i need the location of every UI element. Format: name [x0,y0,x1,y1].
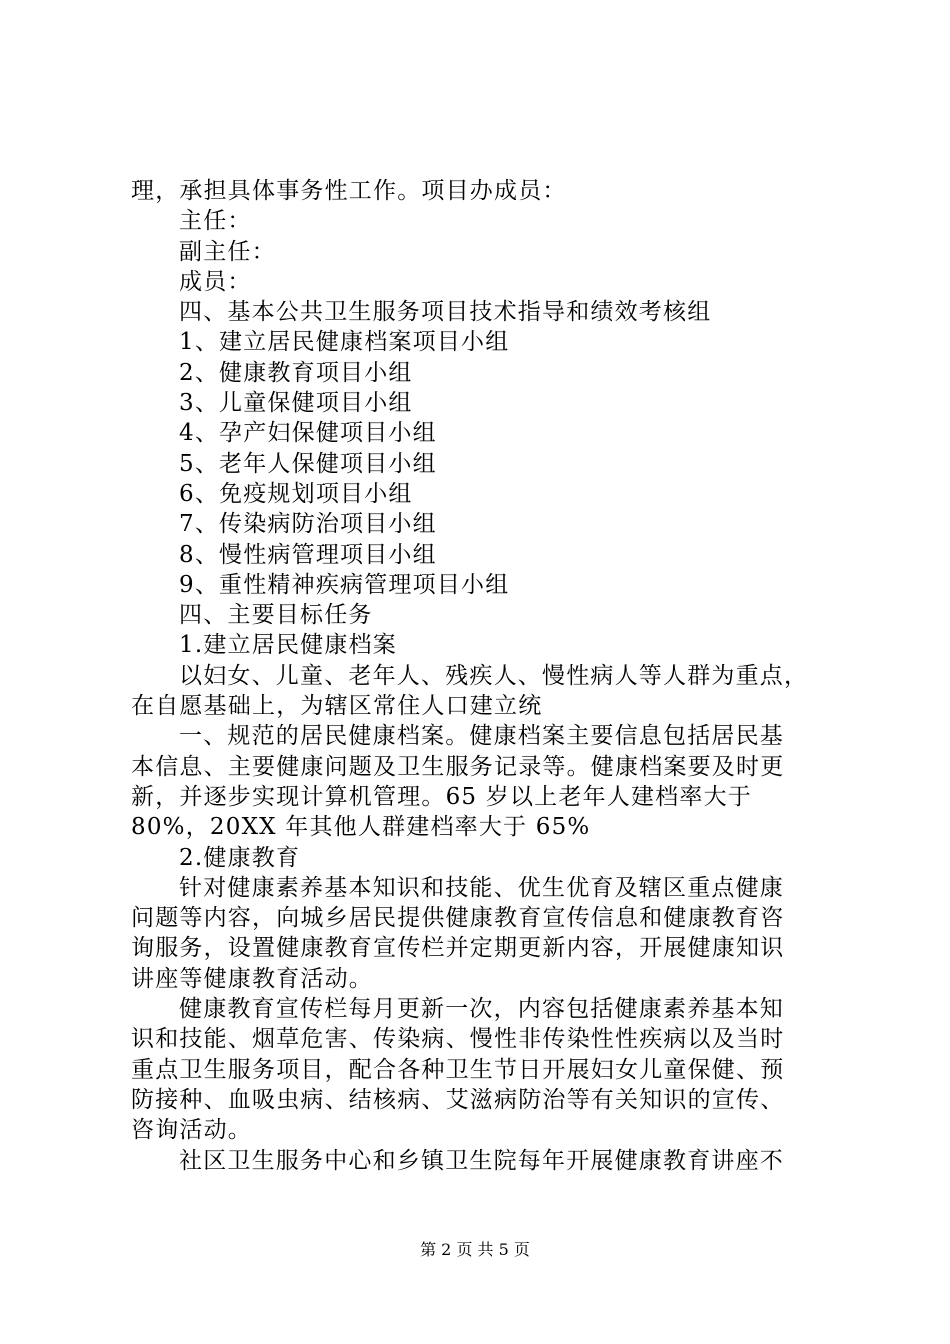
text-line: 成员： [179,268,252,295]
text-line: 1、建立居民健康档案项目小组 [179,329,510,356]
document-body [131,176,831,1176]
text-line: 四、主要目标任务 [179,602,373,629]
text-line: 2.健康教育 [179,844,301,871]
text-line: 9、重性精神疾病管理项目小组 [179,571,510,598]
text-line: 80%，20XX 年其他人群建档率大于 65% [131,814,591,841]
text-line: 6、免疫规划项目小组 [179,480,413,507]
text-line: 一、规范的居民健康档案。健康档案主要信息包括居民基 [179,723,784,750]
text-line: 讲座等健康教育活动。 [131,965,373,992]
text-line: 3、儿童保健项目小组 [179,390,413,417]
text-line: 4、孕产妇保健项目小组 [179,420,437,447]
text-line: 问题等内容，向城乡居民提供健康教育宣传信息和健康教育咨 [131,905,785,932]
text-line: 健康教育宣传栏每月更新一次，内容包括健康素养基本知 [179,996,784,1023]
text-line: 重点卫生服务项目，配合各种卫生节日开展妇女儿童保健、预 [131,1056,785,1083]
text-line: 1.建立居民健康档案 [179,632,397,659]
text-line: 2、健康教育项目小组 [179,359,413,386]
text-line: 理，承担具体事务性工作。项目办成员： [131,178,567,204]
text-line: 询服务，设置健康教育宣传栏并定期更新内容，开展健康知识 [131,935,785,962]
text-line: 防接种、血吸虫病、结核病、艾滋病防治等有关知识的宣传、 [131,1086,785,1113]
text-line: 咨询活动。 [131,1117,252,1144]
text-line: 本信息、主要健康问题及卫生服务记录等。健康档案要及时更 [131,753,785,780]
text-line: 四、基本公共卫生服务项目技术指导和绩效考核组 [179,299,712,326]
text-line: 针对健康素养基本知识和技能、优生优育及辖区重点健康 [179,874,784,901]
page-footer: 第 2 页 共 5 页 [420,1240,530,1259]
text-line: 在自愿基础上，为辖区常住人口建立统 [131,693,543,720]
text-line: 以妇女、儿童、老年人、残疾人、慢性病人等人群为重点， [179,662,809,689]
text-line: 识和技能、烟草危害、传染病、慢性非传染性性疾病以及当时 [131,1026,785,1053]
text-line: 7、传染病防治项目小组 [179,511,437,538]
text-line: 主任： [179,208,252,235]
text-line: 新，并逐步实现计算机管理。65 岁以上老年人建档率大于 [131,783,752,810]
text-line: 5、老年人保健项目小组 [179,450,437,477]
text-line: 8、慢性病管理项目小组 [179,541,437,568]
text-line: 副主任： [179,238,276,265]
text-line: 社区卫生服务中心和乡镇卫生院每年开展健康教育讲座不 [179,1147,784,1174]
